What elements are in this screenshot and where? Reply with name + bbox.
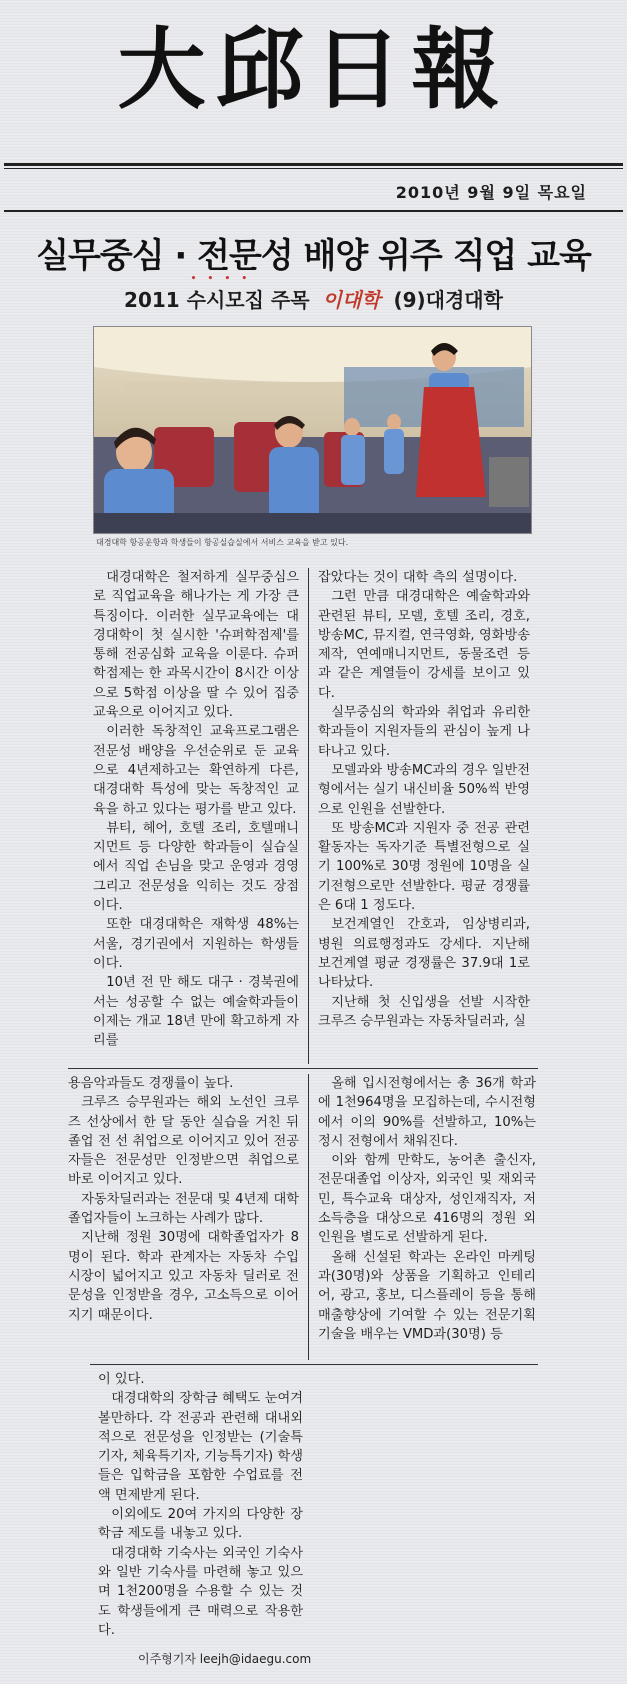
subheadline <box>0 284 627 313</box>
masthead-rule-thin <box>4 168 623 169</box>
cabin-training-photo <box>94 327 531 533</box>
paragraph: 대경대학 기숙사는 외국인 기숙사와 일반 기숙사를 마련해 놓고 있으며 1천200명을 수용할 수 있는 것도 학생들에게 큰 매력으로 작용한다. <box>98 1545 303 1638</box>
paragraph: 모델과와 방송MC과의 경우 일반전형에서는 실기 내신비율 50%씩 반영으로 인원을 선발한다. <box>318 762 530 817</box>
paragraph: 이러한 독창적인 교육프로그램은 전문성 배양을 우선순위로 둔 교육으로 4년제하고는 확연하게 다른, 대경대학 특성에 맞는 독창적인 교육을 하고 있다는 평가를 받고 있다. <box>93 724 299 817</box>
masthead-rule <box>4 163 623 166</box>
headline: 실무중심 · 전문성 배양 위주 직업 교육 <box>36 236 591 276</box>
subhead-focus: • • • • 수시모집 주목 <box>187 288 310 312</box>
date-rule <box>4 210 623 212</box>
section-rule <box>90 1364 538 1365</box>
paragraph: 이와 함께 만학도, 농어촌 출신자, 전문대졸업 이상자, 외국인 및 재외국민, 특수교육 대상자, 성인재직자, 저소득층을 대상으로 416명의 정원 외 인원을 별도로 선발하게 된다. <box>318 1153 536 1246</box>
subhead-year: 2011 <box>124 288 180 312</box>
paragraph: 실무중심의 학과와 취업과 유리한 학과들이 지원자들의 관심이 높게 나타나고 있다. <box>318 705 530 759</box>
paragraph: 지난해 첫 신입생을 선발 시작한 크루즈 승무원과는 자동차딜러과, 실 <box>318 994 530 1029</box>
paragraph: 올해 입시전형에서는 총 36개 학과에 1천964명을 모집하는데, 수시전형에서 이의 90%를 선발하고, 10%는 정시 전형에서 채워진다. <box>318 1076 536 1149</box>
paragraph: 그런 만큼 대경대학은 예술학과와 관련된 뷰티, 모델, 호텔 조리, 경호, 방송MC, 뮤지컬, 연극영화, 영화방송제작, 연예매니지먼트, 동물조련 등과 같은 계열들이 강세를 보이고 있다. <box>318 589 530 701</box>
paragraph: 지난해 정원 30명에 대학졸업자가 8명이 된다. 학과 관계자는 자동차 수입 시장이 넓어지고 있고 자동차 딜러로 전문성을 인정받을 경우, 고소득으로 이어지기 때문이다. <box>68 1230 299 1323</box>
section-rule <box>68 1068 538 1069</box>
paragraph: 이외에도 20여 가지의 다양한 장학금 제도를 내놓고 있다. <box>98 1507 303 1542</box>
paragraph: 보건계열인 간호과, 임상병리과, 병원 의료행정과도 강세다. 지난해 보건계열 평균 경쟁률은 37.9대 1로 나타났다. <box>318 917 530 991</box>
article-column-2 <box>318 568 530 1031</box>
photo-caption: 대경대학 항공운항과 학생들이 항공실습실에서 서비스 교육을 받고 있다. <box>96 538 349 547</box>
article-column-3 <box>68 1074 299 1325</box>
article-column-5 <box>98 1370 303 1640</box>
paragraph: 크루즈 승무원과는 해외 노선인 크루즈 선상에서 한 달 동안 실습을 거친 뒤 졸업 전 선 취업으로 이어지고 있어 전공자들은 전문성만 인정받으면 취업으로 바로 이어지고 있다. <box>68 1095 299 1188</box>
paragraph: 10년 전 만 해도 대구 · 경북권에서는 성공할 수 없는 예술학과들이 이제는 개교 18년 만에 확고하게 자리를 <box>93 975 299 1049</box>
paragraph: 용음악과들도 경쟁률이 높다. <box>68 1076 234 1091</box>
paragraph: 대경대학의 장학금 혜택도 눈여겨볼만하다. 각 전공과 관련해 대내외적으로 전문성을 인정받는 (기술특기자, 체육특기자, 기능특기자) 학생들은 입학금을 포함한 수업료를 전액 면제받게 된다. <box>98 1391 303 1503</box>
article-column-1 <box>93 568 299 1050</box>
paragraph: 뷰티, 헤어, 호텔 조리, 호텔매니지먼트 등 다양한 학과들이 실습실에서 직업 손님을 맞고 운영과 경영 그리고 전문성을 익히는 것도 장점이다. <box>93 820 299 914</box>
article-photo <box>93 326 532 534</box>
paragraph: 대경대학은 철저하게 실무중심으로 직업교육을 해나가는 게 가장 큰 특징이다. 이러한 실무교육에는 대경대학이 첫 실시한 '슈퍼학점제'를 통해 전공심화 교육을 이룬다. 슈퍼학점제는 한 과목시간이 8시간 이상으로 5학점 이상을 딸 수 있어 집중교육으로 이어지고 있다. <box>93 570 299 721</box>
byline: 이주형기자 leejh@idaegu.com <box>138 1652 312 1666</box>
paragraph: 잡았다는 것이 대학 측의 설명이다. <box>318 570 518 585</box>
article-column-4 <box>318 1074 536 1344</box>
paragraph: 자동차딜러과는 전문대 및 4년제 대학 졸업자들이 노크하는 사례가 많다. <box>68 1191 299 1227</box>
paragraph: 올해 신설된 학과는 온라인 마케팅과(30명)와 상품을 기획하고 인테리어, 광고, 홍보, 디스플레이 등을 통해 매출향상에 기여할 수 있는 전문기획기술을 배우는 VMD과(30명) 등 <box>318 1249 536 1342</box>
newspaper-logo: 大邱日報 <box>117 17 510 121</box>
issue-date: 2010년 9월 9일 목요일 <box>395 183 587 202</box>
subhead-college: (9)대경대학 <box>393 288 503 312</box>
column-rule <box>308 1074 309 1360</box>
paragraph: 또한 대경대학은 재학생 48%는 서울, 경기권에서 지원하는 학생들이다. <box>93 917 299 971</box>
series-logo: 이대학 <box>322 288 381 312</box>
paragraph: 이 있다. <box>98 1372 145 1387</box>
masthead <box>0 0 627 160</box>
column-rule <box>308 568 309 1064</box>
paragraph: 또 방송MC과 지원자 중 전공 관련 활동자는 독자기준 특별전형으로 실기 100%로 30명 정원에 10명을 실기전형으로만 선발한다. 평균 경쟁률은 6대 1 정도다. <box>318 820 530 914</box>
